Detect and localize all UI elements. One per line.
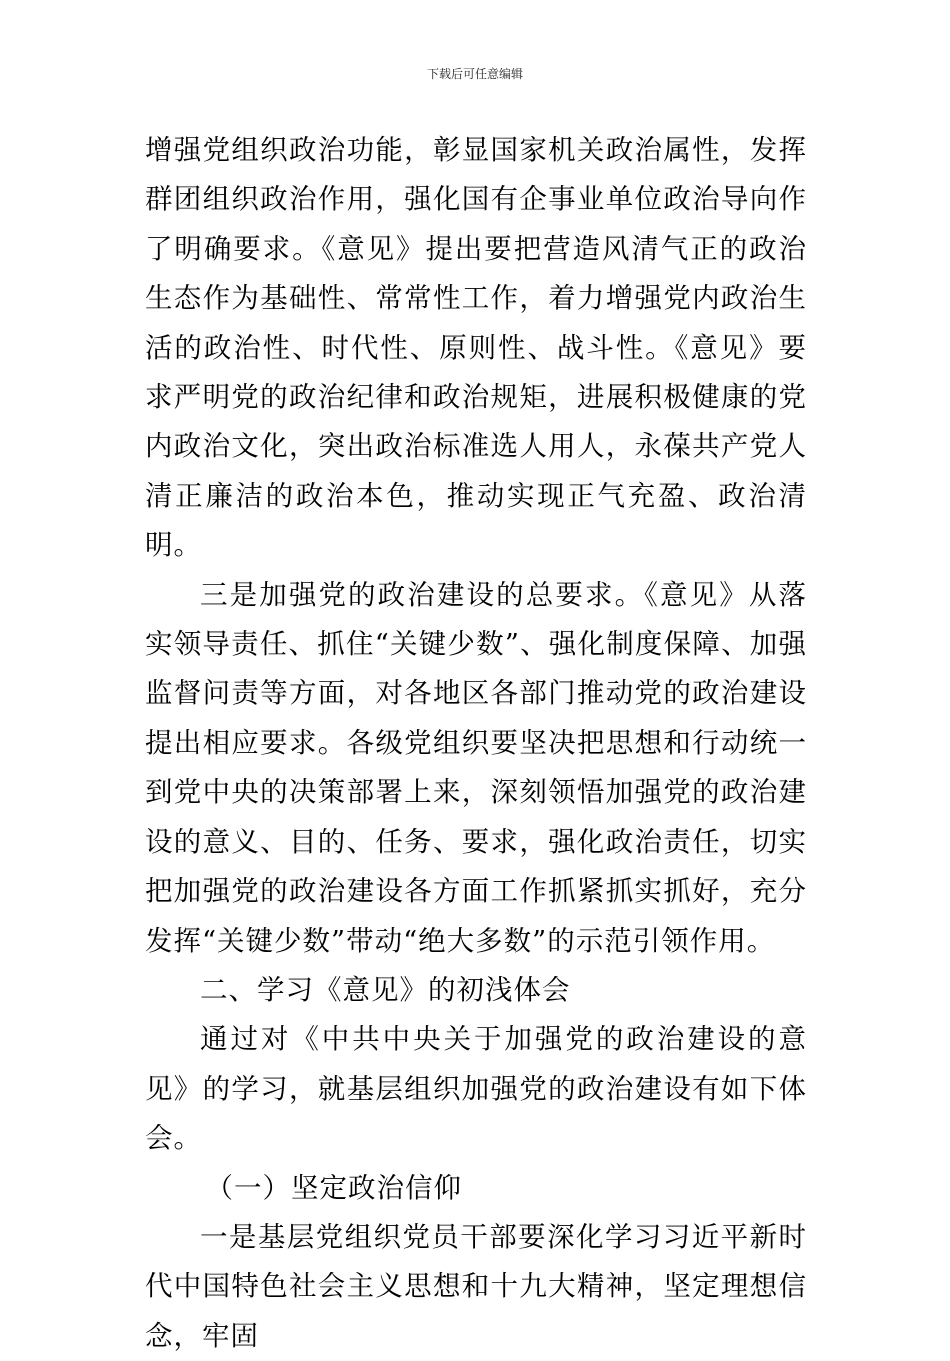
document-body bbox=[145, 126, 807, 1361]
paragraph-study-intro: 通过对《中共中央关于加强党的政治建设的意见》的学习，就基层组织加强党的政治建设有如下体会。 bbox=[145, 1023, 807, 1155]
page-header: 下载后可任意编辑 bbox=[426, 67, 523, 81]
paragraph-requirements: 三是加强党的政治建设的总要求。《意见》从落实领导责任、抓住“关键少数”、强化制度保障、加强监督问责等方面，对各地区各部门推动党的政治建设提出相应要求。各级党组织要坚决把思想和行动统一到党中央的决策部署上来，深刻领悟加强党的政治建设的意义、目的、任务、要求，强化政治责任，切实把加强党的政治建设各方面工作抓紧抓实抓好，充分发挥“关键少数”带动“绝大多数”的示范引领作用。 bbox=[145, 578, 807, 957]
paragraph-continuation: 增强党组织政治功能，彰显国家机关政治属性，发挥群团组织政治作用，强化国有企事业单位政治导向作了明确要求。《意见》提出要把营造风清气正的政治生态作为基础性、常常性工作，着力增强党内政治生活的政治性、时代性、原则性、战斗性。《意见》要求严明党的政治纪律和政治规矩，进展积极健康的党内政治文化，突出政治标准选人用人，永葆共产党人清正廉洁的政治本色，推动实现正气充盈、政治清明。 bbox=[145, 134, 807, 562]
subsection-heading-1: （一）坚定政治信仰 bbox=[205, 1171, 462, 1204]
section-heading-2: 二、学习《意见》的初浅体会 bbox=[200, 973, 571, 1006]
paragraph-point-1: 一是基层党组织党员干部要深化学习习近平新时代中国特色社会主义思想和十九大精神，坚定理想信念，牢固 bbox=[145, 1220, 807, 1352]
